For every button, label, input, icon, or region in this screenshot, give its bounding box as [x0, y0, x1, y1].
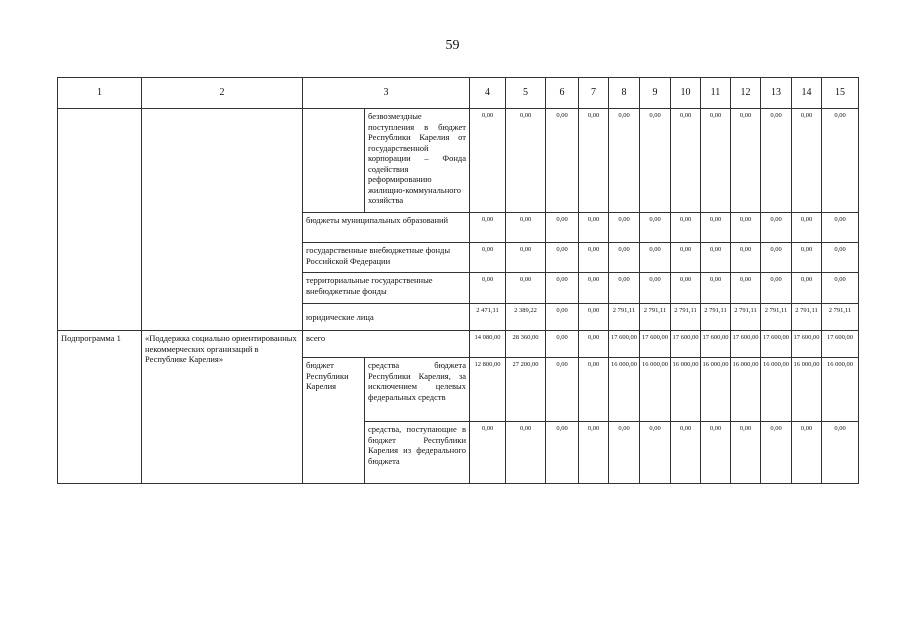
value-cell: 0,00 — [546, 304, 579, 331]
header-cell: 10 — [671, 78, 701, 109]
value-cell: 0,00 — [546, 213, 579, 243]
value-cell: 0,00 — [506, 109, 546, 213]
value-cell: 0,00 — [609, 109, 640, 213]
value-cell: 0,00 — [579, 331, 609, 358]
value-cell: 17 600,00 — [731, 331, 761, 358]
value-cell: 0,00 — [822, 273, 859, 304]
value-cell: 0,00 — [609, 273, 640, 304]
value-cell: 2 791,11 — [731, 304, 761, 331]
empty-cell — [58, 109, 142, 331]
value-cell: 2 471,11 — [470, 304, 506, 331]
value-cell: 2 791,11 — [701, 304, 731, 331]
header-cell: 2 — [142, 78, 303, 109]
value-cell: 0,00 — [761, 213, 792, 243]
value-cell: 2 791,11 — [640, 304, 671, 331]
value-cell: 0,00 — [609, 243, 640, 273]
empty-cell — [303, 109, 365, 213]
row-label: средства, поступающие в бюджет Республики Карелия из федерального бюджета — [365, 422, 470, 484]
header-cell: 5 — [506, 78, 546, 109]
value-cell: 0,00 — [640, 213, 671, 243]
value-cell: 0,00 — [546, 422, 579, 484]
value-cell: 0,00 — [506, 243, 546, 273]
value-cell: 0,00 — [731, 243, 761, 273]
row-label: безвозмездные поступления в бюджет Республики Карелия от государственной корпорации – Фонда содействия реформированию жилищно-коммунального хозяйства — [365, 109, 470, 213]
value-cell: 0,00 — [609, 213, 640, 243]
value-cell: 16 000,00 — [822, 358, 859, 422]
value-cell: 2 791,11 — [822, 304, 859, 331]
header-cell: 8 — [609, 78, 640, 109]
value-cell: 2 791,11 — [761, 304, 792, 331]
value-cell: 16 000,00 — [701, 358, 731, 422]
row-label: всего — [303, 331, 470, 358]
value-cell: 17 600,00 — [792, 331, 822, 358]
value-cell: 17 600,00 — [609, 331, 640, 358]
value-cell: 16 000,00 — [761, 358, 792, 422]
value-cell: 0,00 — [792, 243, 822, 273]
value-cell: 2 791,11 — [792, 304, 822, 331]
value-cell: 2 791,11 — [609, 304, 640, 331]
row-label: средства бюджета Республики Карелия, за исключением целевых федеральных средств — [365, 358, 470, 422]
value-cell: 0,00 — [792, 109, 822, 213]
row-label: государственные внебюджетные фонды Российской Федерации — [303, 243, 470, 273]
value-cell: 0,00 — [822, 243, 859, 273]
value-cell: 16 000,00 — [731, 358, 761, 422]
value-cell: 17 600,00 — [640, 331, 671, 358]
value-cell: 0,00 — [671, 213, 701, 243]
value-cell: 0,00 — [701, 213, 731, 243]
value-cell: 0,00 — [470, 422, 506, 484]
value-cell: 0,00 — [701, 273, 731, 304]
header-row — [58, 78, 859, 109]
value-cell: 0,00 — [792, 422, 822, 484]
value-cell: 0,00 — [761, 273, 792, 304]
value-cell: 0,00 — [546, 109, 579, 213]
value-cell: 0,00 — [579, 243, 609, 273]
row-label: бюджеты муниципальных образований — [303, 213, 470, 243]
header-cell: 7 — [579, 78, 609, 109]
value-cell: 0,00 — [792, 273, 822, 304]
header-cell: 11 — [701, 78, 731, 109]
value-cell: 0,00 — [579, 304, 609, 331]
program-cell: Подпрограмма 1 — [58, 331, 142, 484]
value-cell: 0,00 — [761, 422, 792, 484]
value-cell: 16 000,00 — [792, 358, 822, 422]
header-cell: 9 — [640, 78, 671, 109]
value-cell: 16 000,00 — [671, 358, 701, 422]
value-cell: 0,00 — [731, 422, 761, 484]
value-cell: 0,00 — [470, 213, 506, 243]
value-cell: 0,00 — [731, 109, 761, 213]
value-cell: 2 791,11 — [671, 304, 701, 331]
value-cell: 0,00 — [470, 109, 506, 213]
value-cell: 0,00 — [701, 109, 731, 213]
header-cell: 3 — [303, 78, 470, 109]
value-cell: 0,00 — [579, 422, 609, 484]
value-cell: 12 800,00 — [470, 358, 506, 422]
value-cell: 0,00 — [640, 109, 671, 213]
value-cell: 0,00 — [731, 273, 761, 304]
header-cell: 4 — [470, 78, 506, 109]
value-cell: 0,00 — [671, 109, 701, 213]
value-cell: 28 360,00 — [506, 331, 546, 358]
header-cell: 15 — [822, 78, 859, 109]
header-cell: 6 — [546, 78, 579, 109]
value-cell: 0,00 — [506, 213, 546, 243]
value-cell: 0,00 — [701, 422, 731, 484]
value-cell: 0,00 — [640, 422, 671, 484]
value-cell: 2 389,22 — [506, 304, 546, 331]
value-cell: 16 000,00 — [640, 358, 671, 422]
value-cell: 17 600,00 — [761, 331, 792, 358]
value-cell: 0,00 — [546, 358, 579, 422]
budget-table — [57, 77, 859, 484]
value-cell: 0,00 — [579, 273, 609, 304]
value-cell: 0,00 — [731, 213, 761, 243]
value-cell: 16 000,00 — [609, 358, 640, 422]
row-label: территориальные государственные внебюджетные фонды — [303, 273, 470, 304]
row-label: юридические лица — [303, 304, 470, 331]
value-cell: 17 600,00 — [671, 331, 701, 358]
value-cell: 0,00 — [671, 243, 701, 273]
value-cell: 17 600,00 — [701, 331, 731, 358]
header-cell: 14 — [792, 78, 822, 109]
value-cell: 0,00 — [822, 213, 859, 243]
value-cell: 17 600,00 — [822, 331, 859, 358]
empty-cell — [142, 109, 303, 331]
value-cell: 0,00 — [470, 243, 506, 273]
header-cell: 13 — [761, 78, 792, 109]
budget-group-cell: бюджет Республики Карелия — [303, 358, 365, 484]
header-cell: 12 — [731, 78, 761, 109]
value-cell: 0,00 — [671, 422, 701, 484]
value-cell: 0,00 — [761, 109, 792, 213]
value-cell: 0,00 — [579, 358, 609, 422]
value-cell: 0,00 — [546, 243, 579, 273]
value-cell: 0,00 — [701, 243, 731, 273]
value-cell: 0,00 — [546, 331, 579, 358]
value-cell: 0,00 — [640, 273, 671, 304]
value-cell: 0,00 — [640, 243, 671, 273]
value-cell: 0,00 — [546, 273, 579, 304]
value-cell: 0,00 — [822, 422, 859, 484]
value-cell: 0,00 — [579, 109, 609, 213]
value-cell: 0,00 — [671, 273, 701, 304]
value-cell: 27 200,00 — [506, 358, 546, 422]
table-row — [58, 109, 859, 213]
value-cell: 0,00 — [792, 213, 822, 243]
table-row — [58, 331, 859, 358]
value-cell: 0,00 — [579, 213, 609, 243]
value-cell: 14 080,00 — [470, 331, 506, 358]
page-number: 59 — [445, 38, 460, 53]
value-cell: 0,00 — [761, 243, 792, 273]
value-cell: 0,00 — [506, 422, 546, 484]
value-cell: 0,00 — [470, 273, 506, 304]
value-cell: 0,00 — [609, 422, 640, 484]
header-cell: 1 — [58, 78, 142, 109]
value-cell: 0,00 — [506, 273, 546, 304]
program-name-cell: «Поддержка социально ориентированных некоммерческих организаций в Республике Карелия» — [142, 331, 303, 484]
value-cell: 0,00 — [822, 109, 859, 213]
